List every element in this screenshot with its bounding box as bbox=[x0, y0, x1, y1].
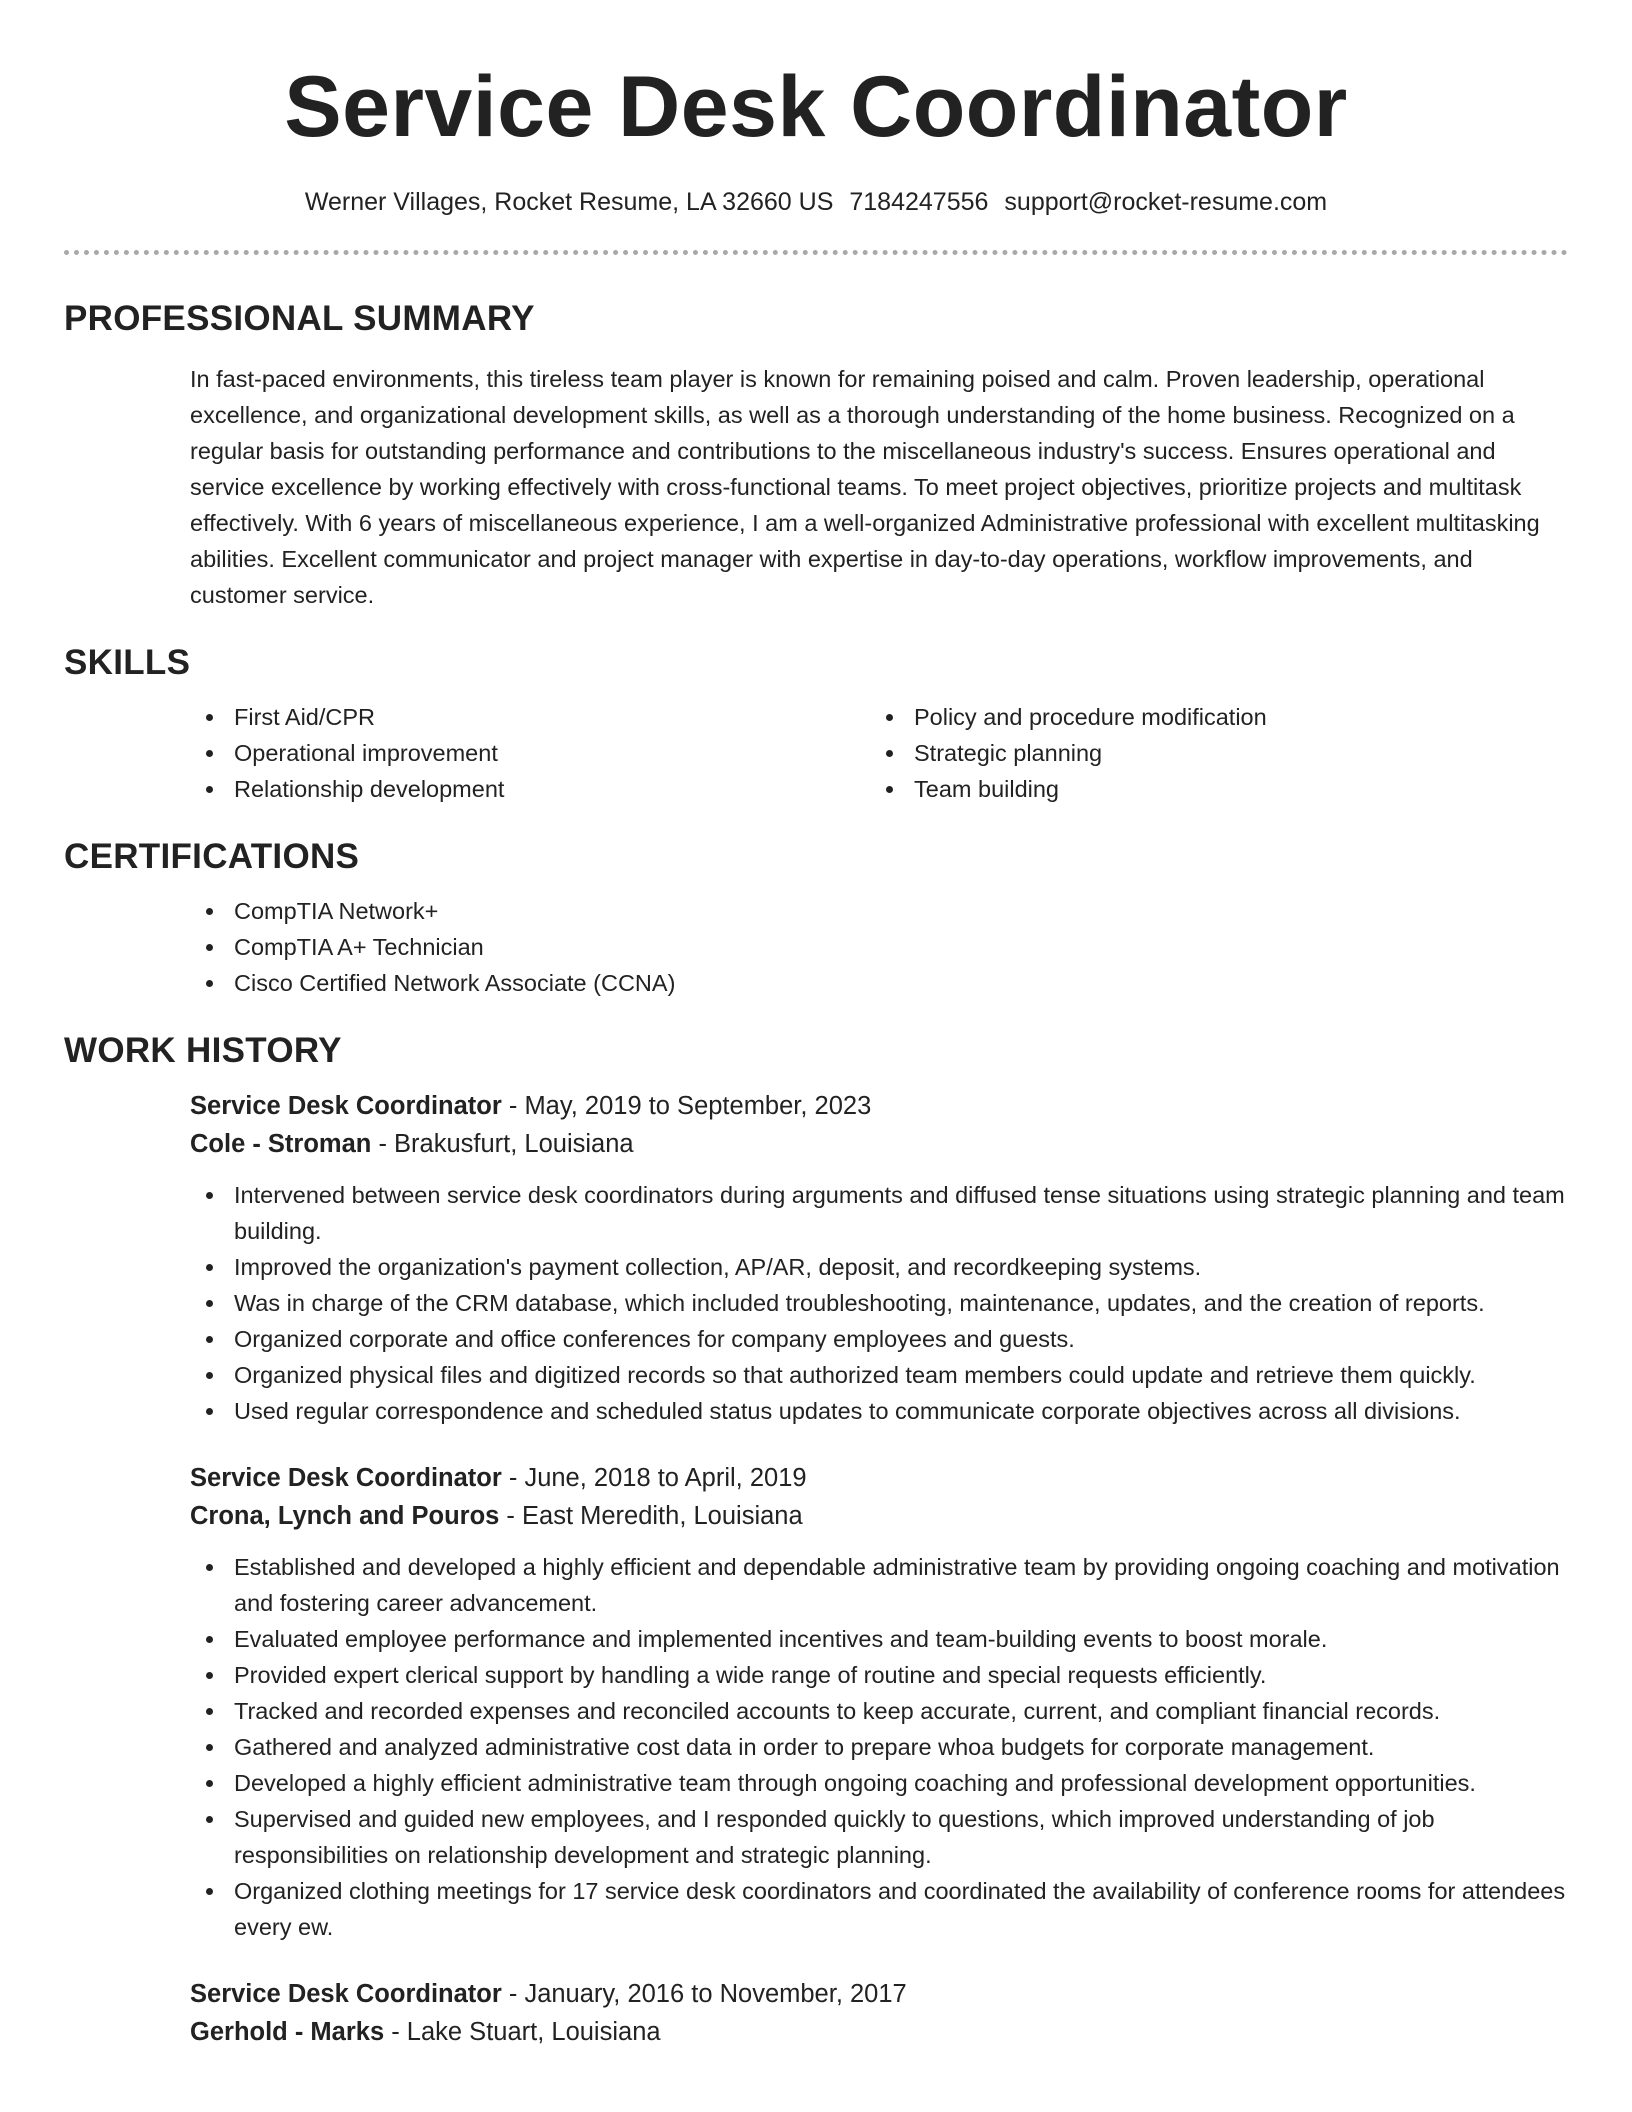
skills-column-right bbox=[870, 699, 1550, 807]
job-company-line bbox=[190, 2013, 1568, 2051]
certifications-heading: CERTIFICATIONS bbox=[64, 837, 360, 876]
skill-item: Strategic planning bbox=[870, 735, 1550, 771]
certifications-list bbox=[64, 893, 1568, 1001]
skills-heading: SKILLS bbox=[64, 643, 191, 682]
job-bullet: Supervised and guided new employees, and I responded quickly to questions, which improved understanding of job responsibilities on relationship development and strategic planning. bbox=[190, 1801, 1568, 1873]
job-bullet: Organized clothing meetings for 17 service desk coordinators and coordinated the availability of conference rooms for attendees every ew. bbox=[190, 1873, 1568, 1945]
contact-address: Werner Villages, Rocket Resume, LA 32660 US bbox=[304, 188, 834, 216]
skills-list bbox=[64, 699, 1568, 807]
job-bullet: Established and developed a highly efficient and dependable administrative team by providing ongoing coaching and motivation and fostering career advancement. bbox=[190, 1549, 1568, 1621]
job-title-line bbox=[190, 1975, 1568, 2013]
job-location: - East Meredith, Louisiana bbox=[499, 1502, 803, 1530]
skill-item: Relationship development bbox=[190, 771, 870, 807]
header-divider bbox=[64, 250, 1568, 255]
job-bullet: Was in charge of the CRM database, which included troubleshooting, maintenance, updates, and the creation of reports. bbox=[190, 1285, 1568, 1321]
job-bullet: Provided expert clerical support by handling a wide range of routine and special requests efficiently. bbox=[190, 1657, 1568, 1693]
job-title-line bbox=[190, 1459, 1568, 1497]
job-company-line bbox=[190, 1125, 1568, 1163]
job-company-line bbox=[190, 1497, 1568, 1535]
job-title-line bbox=[190, 1087, 1568, 1125]
skill-item: Operational improvement bbox=[190, 735, 870, 771]
job-bullets bbox=[64, 1549, 1568, 1945]
contact-email: support@rocket-resume.com bbox=[1004, 188, 1328, 216]
work-history-heading: WORK HISTORY bbox=[64, 1031, 342, 1070]
job-dates: - May, 2019 to September, 2023 bbox=[501, 1092, 872, 1120]
summary-heading: PROFESSIONAL SUMMARY bbox=[64, 299, 535, 338]
certification-item: CompTIA A+ Technician bbox=[190, 929, 1568, 965]
job-bullet: Developed a highly efficient administrative team through ongoing coaching and professional development opportunities. bbox=[190, 1765, 1568, 1801]
job-location: - Brakusfurt, Louisiana bbox=[371, 1130, 634, 1158]
skills-column-left bbox=[190, 699, 870, 807]
job-bullet: Improved the organization's payment collection, AP/AR, deposit, and recordkeeping systems. bbox=[190, 1249, 1568, 1285]
job-entry bbox=[64, 1459, 1568, 1535]
skill-item: First Aid/CPR bbox=[190, 699, 870, 735]
job-bullet: Organized physical files and digitized records so that authorized team members could update and retrieve them quickly. bbox=[190, 1357, 1568, 1393]
skill-item: Team building bbox=[870, 771, 1550, 807]
job-bullet: Organized corporate and office conferences for company employees and guests. bbox=[190, 1321, 1568, 1357]
resume-name: Service Desk Coordinator bbox=[284, 59, 1348, 155]
job-entry bbox=[64, 1087, 1568, 1163]
job-role: Service Desk Coordinator bbox=[190, 1464, 502, 1492]
job-dates: - January, 2016 to November, 2017 bbox=[501, 1980, 907, 2008]
job-company: Crona, Lynch and Pouros bbox=[190, 1502, 500, 1530]
skill-item: Policy and procedure modification bbox=[870, 699, 1550, 735]
contact-phone: 7184247556 bbox=[849, 188, 989, 216]
job-bullet: Used regular correspondence and scheduled status updates to communicate corporate objectives across all divisions. bbox=[190, 1393, 1568, 1429]
job-bullets bbox=[64, 1177, 1568, 1429]
job-bullet: Evaluated employee performance and implemented incentives and team-building events to boost morale. bbox=[190, 1621, 1568, 1657]
job-company: Gerhold - Marks bbox=[190, 2018, 385, 2046]
job-bullet: Gathered and analyzed administrative cost data in order to prepare whoa budgets for corporate management. bbox=[190, 1729, 1568, 1765]
contact-line bbox=[64, 188, 1568, 217]
certification-item: CompTIA Network+ bbox=[190, 893, 1568, 929]
job-bullet: Intervened between service desk coordinators during arguments and diffused tense situations using strategic planning and team building. bbox=[190, 1177, 1568, 1249]
job-company: Cole - Stroman bbox=[190, 1130, 372, 1158]
job-location: - Lake Stuart, Louisiana bbox=[384, 2018, 661, 2046]
job-dates: - June, 2018 to April, 2019 bbox=[501, 1464, 807, 1492]
certification-item: Cisco Certified Network Associate (CCNA) bbox=[190, 965, 1568, 1001]
job-role: Service Desk Coordinator bbox=[190, 1980, 502, 2008]
job-bullet: Tracked and recorded expenses and reconciled accounts to keep accurate, current, and compliant financial records. bbox=[190, 1693, 1568, 1729]
summary-text: In fast-paced environments, this tireless team player is known for remaining poised and calm. Proven leadership, operational excellence, and organizational development skills, as well as a thorough understanding of the home business. Recognized on a regular basis for outstanding performance and contributions to the miscellaneous industry's success. Ensures operational and service excellence by working effectively with cross-functional teams. To meet project objectives, prioritize projects and multitask effectively. With 6 years of miscellaneous experience, I am a well-organized Administrative professional with excellent multitasking abilities. Excellent communicator and project manager with expertise in day-to-day operations, workflow improvements, and customer service. bbox=[190, 366, 1540, 608]
job-entry bbox=[64, 1975, 1568, 2051]
job-role: Service Desk Coordinator bbox=[190, 1092, 502, 1120]
